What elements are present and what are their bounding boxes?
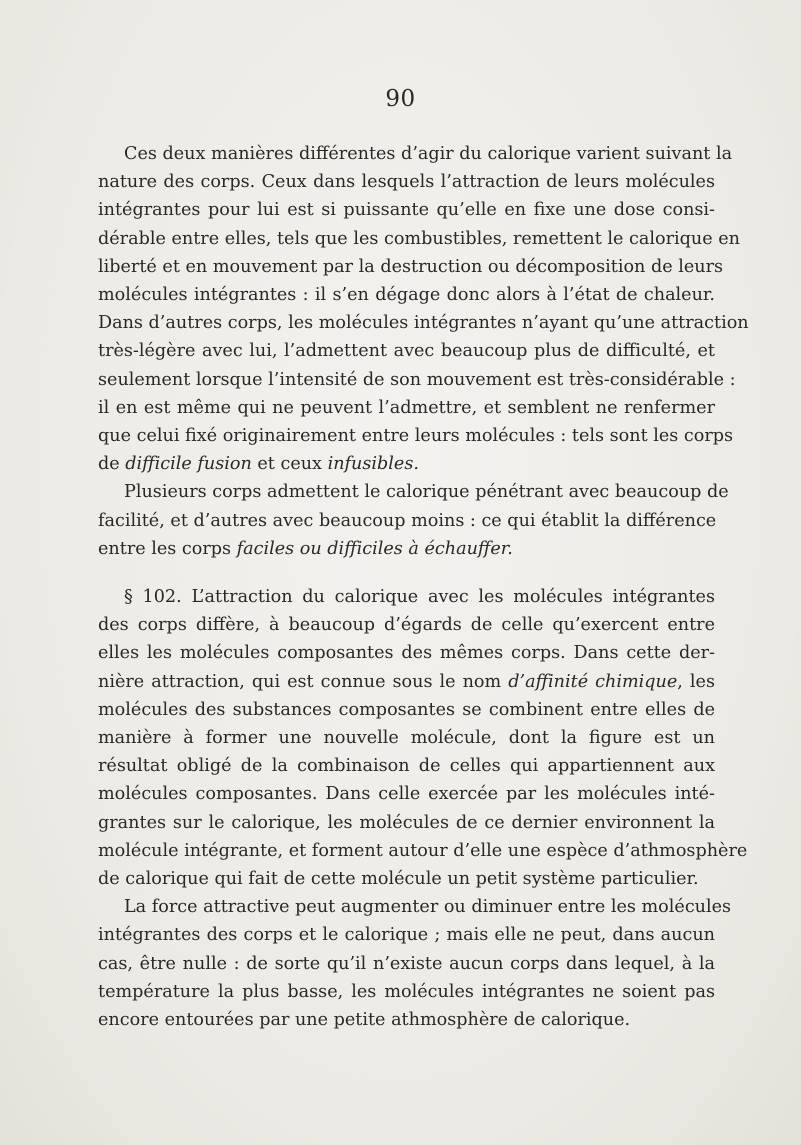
text-run: cas, être nulle : de sorte qu’il n’existe aucun corps dans lequel, à la — [98, 953, 715, 974]
text-line — [98, 168, 715, 196]
italic-text: d’affinité chimique — [508, 671, 678, 692]
text-run: , les — [677, 671, 715, 692]
text-line — [98, 696, 715, 724]
text-line — [98, 611, 715, 639]
text-run: Dans d’autres corps, les molécules intégrantes n’ayant qu’une attraction — [98, 313, 749, 334]
text-line — [98, 140, 733, 168]
text-line — [98, 668, 715, 696]
text-line — [98, 865, 715, 893]
text-line — [98, 253, 724, 281]
text-line — [98, 337, 715, 365]
text-run: que celui fixé originairement entre leurs molécules : tels sont les corps — [98, 426, 734, 447]
text-line — [98, 535, 715, 563]
text-line — [98, 225, 740, 253]
text-line — [98, 281, 715, 309]
text-line — [98, 478, 729, 506]
text-line — [98, 921, 715, 949]
text-run: seulement lorsque l’intensité de son mouvement est très-considérable : — [98, 369, 736, 390]
text-line — [98, 583, 715, 611]
text-line — [98, 394, 715, 422]
text-run: La force attractive peut augmenter ou diminuer entre les molécules — [124, 897, 732, 918]
text-run: température la plus basse, les molécules intégrantes ne soient pas — [98, 981, 715, 1002]
text-line — [98, 724, 715, 752]
text-run: résultat obligé de la combinaison de celles qui appartiennent aux — [98, 756, 715, 777]
text-run: entre les corps — [98, 538, 237, 559]
text-run: molécules composantes. Dans celle exercée par les molécules inté- — [98, 784, 715, 805]
text-run: nière attraction, qui est connue sous le nom — [98, 671, 509, 692]
text-line — [98, 893, 732, 921]
text-line — [98, 780, 715, 808]
text-line — [98, 507, 715, 535]
text-line — [98, 366, 736, 394]
paragraph-p4 — [98, 893, 732, 1034]
text-run: dérable entre elles, tels que les combustibles, remettent le calorique en — [98, 228, 740, 249]
text-run: très-légère avec lui, l’admettent avec beaucoup plus de difficulté, et — [98, 341, 715, 362]
text-line — [98, 309, 749, 337]
text-run: de — [98, 454, 126, 475]
text-line — [98, 809, 715, 837]
text-run: grantes sur le calorique, les molécules de ce dernier environnent la — [98, 812, 715, 833]
text-run: molécule intégrante, et forment autour d’elle une espèce d’athmosphère — [98, 840, 748, 861]
text-line — [98, 639, 715, 667]
text-run: intégrantes pour lui est si puissante qu’elle en fixe une dose consi- — [98, 200, 715, 221]
text-run: molécules des substances composantes se combinent entre elles de — [98, 699, 715, 720]
text-line — [98, 196, 715, 224]
text-run: elles les molécules composantes des mêmes corps. Dans cette der- — [98, 643, 715, 664]
text-run: facilité, et d’autres avec beaucoup moins : ce qui établit la différence — [98, 510, 717, 531]
italic-text: difficile fusion — [125, 454, 252, 475]
italic-text: infusibles. — [327, 454, 419, 475]
text-line — [98, 752, 715, 780]
text-run: manière à former une nouvelle molécule, dont la figure est un — [98, 728, 715, 749]
page-number: 90 — [385, 86, 416, 112]
text-line — [98, 837, 748, 865]
text-run: de calorique qui fait de cette molécule un petit système particulier. — [98, 869, 699, 890]
text-line — [98, 978, 715, 1006]
text-line — [98, 422, 734, 450]
text-run: et ceux — [251, 454, 328, 475]
text-line — [98, 950, 715, 978]
body-text — [98, 140, 749, 1034]
text-line — [98, 1006, 715, 1034]
text-run: nature des corps. Ceux dans lesquels l’attraction de leurs molécules — [98, 172, 715, 193]
paragraph-gap — [98, 563, 715, 583]
paragraph-p1 — [98, 140, 749, 478]
text-run: Plusieurs corps admettent le calorique pénétrant avec beaucoup de — [124, 482, 729, 503]
paragraph-p3 — [98, 583, 748, 893]
text-run: liberté et en mouvement par la destruction ou décomposition de leurs — [98, 256, 724, 277]
text-run: Ces deux manières différentes d’agir du calorique varient suivant la — [124, 144, 733, 164]
text-line — [98, 450, 715, 478]
text-run: intégrantes des corps et le calorique ; mais elle ne peut, dans aucun — [98, 925, 715, 946]
paragraph-p2 — [98, 478, 729, 563]
italic-text: faciles ou difficiles à échauffer. — [236, 538, 513, 559]
text-run: il en est même qui ne peuvent l’admettre, et semblent ne renfermer — [98, 397, 715, 418]
text-run: encore entourées par une petite athmosphère de calorique. — [98, 1010, 631, 1031]
text-run: des corps diffère, à beaucoup d’égards de celle qu’exercent entre — [98, 615, 715, 636]
text-run: § 102. L’attraction du calorique avec les molécules intégrantes — [124, 587, 715, 608]
text-run: molécules intégrantes : il s’en dégage donc alors à l’état de chaleur. — [98, 285, 715, 306]
